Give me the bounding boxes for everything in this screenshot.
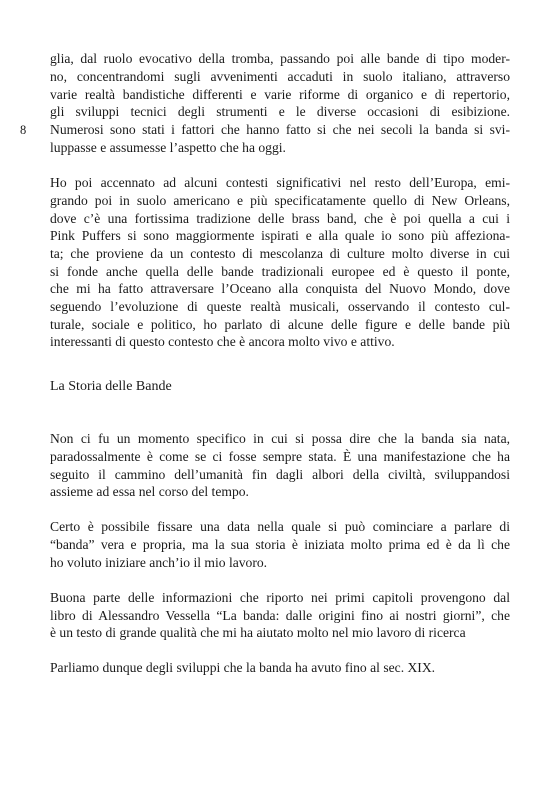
section-heading: La Storia delle Bande	[50, 379, 172, 394]
body-line: varie realtà bandistiche differenti e varie riforme di organico e di repertorio,	[50, 87, 510, 102]
body-line: grando poi in suolo americano e più specificatamente quello di New Orleans,	[50, 193, 510, 208]
body-line: Parliamo dunque degli sviluppi che la banda ha avuto fino al sec. XIX.	[50, 660, 436, 675]
body-line: Numerosi sono stati i fattori che hanno fatto si che nei secoli la banda si svi-	[50, 122, 510, 137]
body-line: interessanti di questo contesto che è ancora molto vivo e attivo.	[50, 334, 395, 349]
body-line: ho voluto iniziare anch’io il mio lavoro.	[50, 555, 268, 570]
body-line: libro di Alessandro Vessella “La banda: dalle origini fino ai nostri giorni”, che	[50, 608, 510, 623]
body-line: glia, dal ruolo evocativo della tromba, passando poi alle bande di tipo moder-	[50, 51, 510, 66]
body-line: è un testo di grande qualità che mi ha aiutato molto nel mio lavoro di ricerca	[50, 625, 466, 640]
body-line: “banda” vera e propria, ma la sua storia è iniziata molto prima ed è da lì che	[50, 537, 510, 552]
body-line: luppasse e assumesse l’aspetto che ha oggi.	[50, 140, 286, 155]
body-line: che mi ha fatto attraversare l’Oceano alla conquista del Nuovo Mondo, dove	[50, 281, 510, 296]
body-line: si fonde anche quella delle bande tradizionali europee ed è questo il ponte,	[50, 264, 510, 279]
body-line: Certo è possibile fissare una data nella quale si può cominciare a parlare di	[50, 519, 510, 534]
body-line: gli sviluppi tecnici degli strumenti e le diverse occasioni di esibizione.	[50, 104, 510, 119]
body-line: assieme ad essa nel corso del tempo.	[50, 484, 249, 499]
body-line: turale, sociale e politico, ho parlato di alcune delle figure e delle bande più	[50, 317, 510, 332]
body-line: Buona parte delle informazioni che riporto nei primi capitoli provengono dal	[50, 590, 510, 605]
body-line: seguendo l’evoluzione di queste realtà musicali, osservando il contesto cul-	[50, 299, 510, 314]
body-line: paradossalmente è come se ci fosse sempre stata. È una manifestazione che ha	[50, 449, 510, 464]
body-line: Non ci fu un momento specifico in cui si possa dire che la banda sia nata,	[50, 431, 510, 446]
body-line: seguito il cammino dell’umanità fin dagli albori della civiltà, sviluppandosi	[50, 467, 510, 482]
page-number: 8	[20, 123, 27, 137]
body-line: no, concentrandomi sugli avvenimenti accaduti in suolo italiano, attraverso	[50, 69, 510, 84]
body-line: Ho poi accennato ad alcuni contesti significativi nel resto dell’Europa, emi-	[50, 175, 510, 190]
body-line: ta; che proviene da un contesto di mescolanza di culture molto diverse in cui	[50, 246, 510, 261]
body-line: dove c’è una fortissima tradizione delle brass band, che è poi quella a cui i	[50, 211, 510, 226]
body-line: Pink Puffers si sono maggiormente ispirati e alla quale io sono più affeziona-	[50, 228, 510, 243]
